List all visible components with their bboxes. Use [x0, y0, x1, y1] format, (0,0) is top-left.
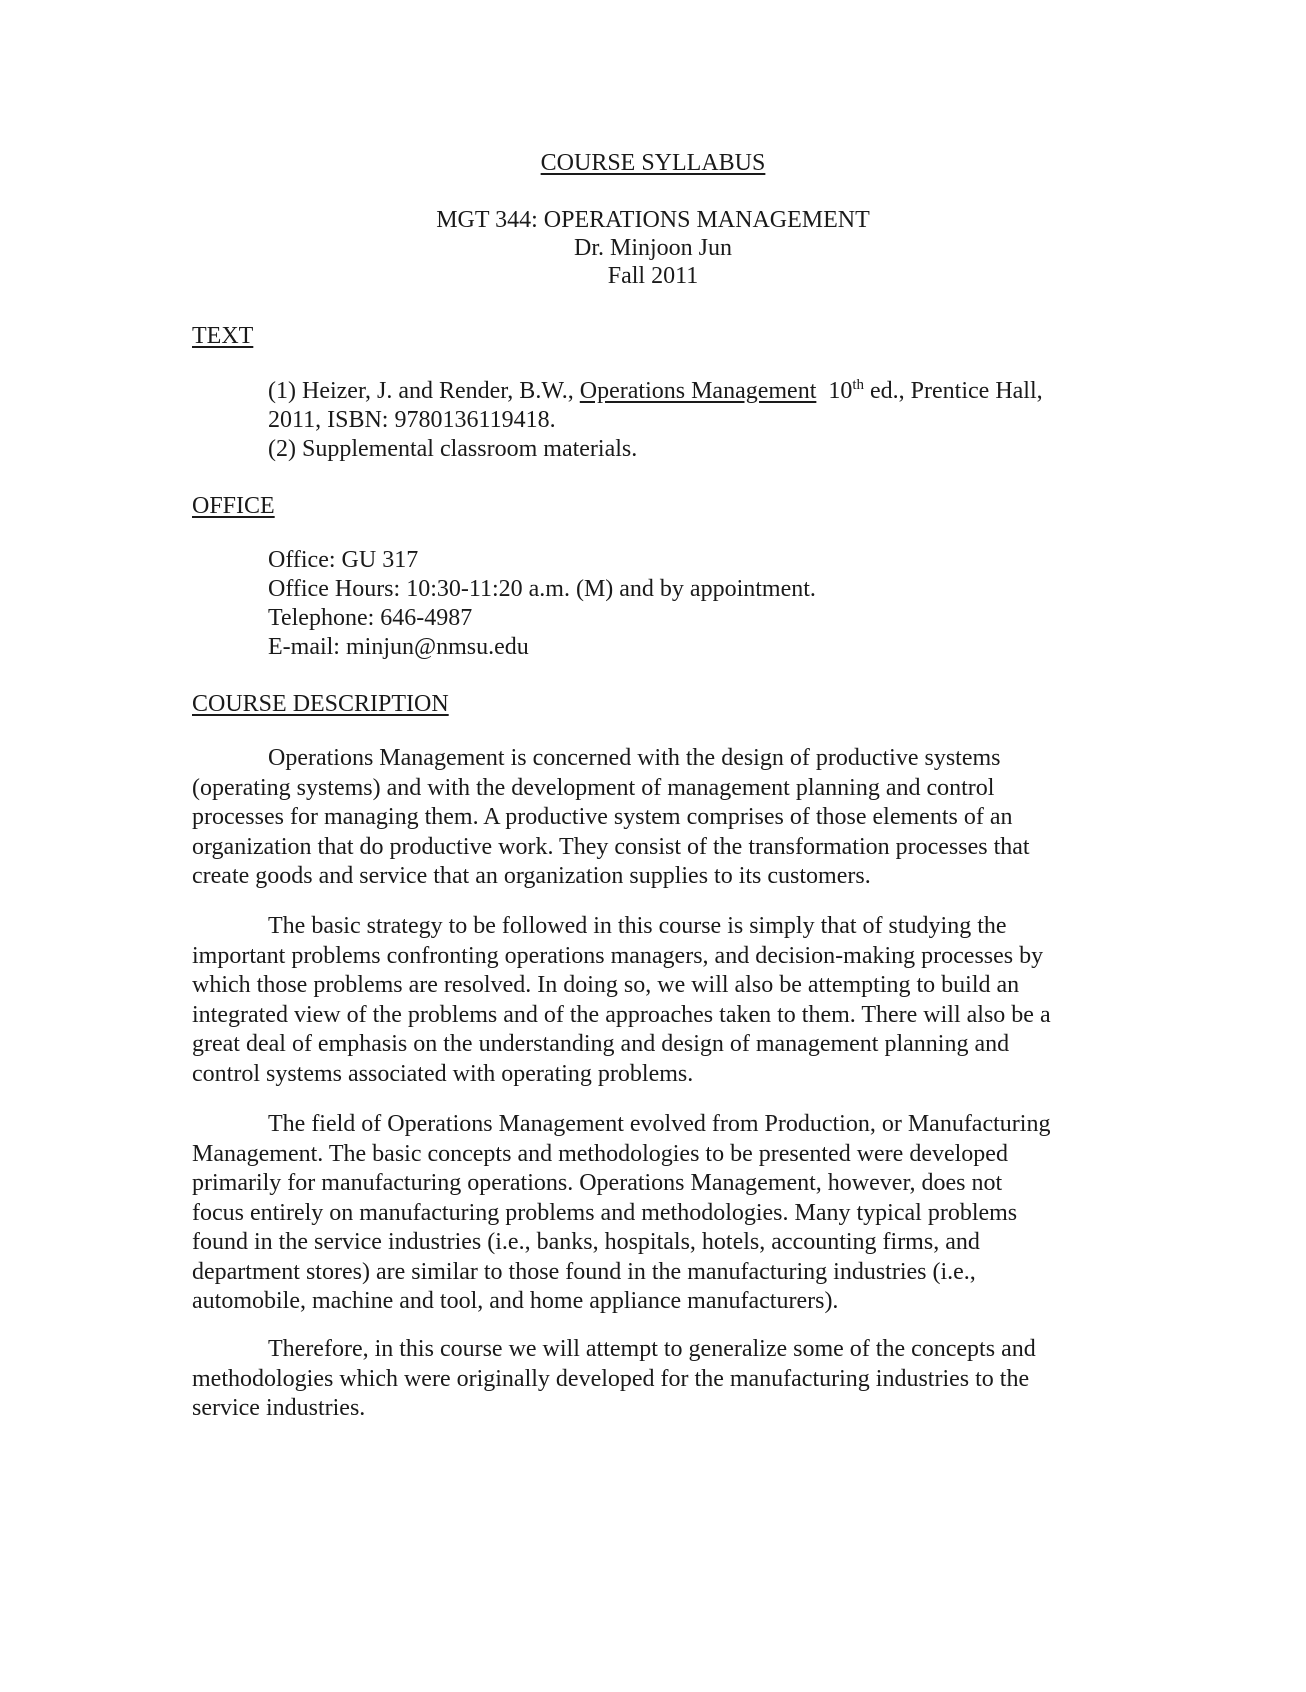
paragraph-line: methodologies which were originally developed for the manufacturing industries to the: [192, 1365, 1030, 1392]
description-paragraph-4: [192, 1335, 1122, 1424]
paragraph-line: Management. The basic concepts and methodologies to be presented were developed: [192, 1140, 1008, 1167]
office-heading: OFFICE: [192, 493, 275, 519]
paragraph-line: create goods and service that an organization supplies to its customers.: [192, 863, 871, 889]
textbook-publisher: ed., Prentice Hall,: [864, 378, 1043, 404]
paragraph-line: processes for managing them. A productive system comprises of those elements of an: [192, 804, 1013, 830]
office-email: E-mail: minjun@nmsu.edu: [268, 634, 529, 660]
office-hours: Office Hours: 10:30-11:20 a.m. (M) and by appointment.: [268, 576, 816, 602]
paragraph-line: important problems confronting operations managers, and decision-making processes by: [192, 942, 1044, 969]
paragraph-line: found in the service industries (i.e., banks, hospitals, hotels, accounting firms, and: [192, 1229, 980, 1255]
instructor-name: Dr. Minjoon Jun: [573, 235, 732, 261]
text-heading: TEXT: [192, 323, 254, 349]
description-paragraph-3: [192, 1110, 1122, 1317]
textbook-item-1: [268, 377, 1043, 406]
paragraph-line: organization that do productive work. They consist of the transformation processes that: [192, 833, 1030, 860]
course-description-heading: COURSE DESCRIPTION: [192, 691, 449, 717]
paragraph-line: focus entirely on manufacturing problems and methodologies. Many typical problems: [192, 1199, 1018, 1226]
paragraph-line: automobile, machine and tool, and home appliance manufacturers).: [192, 1288, 839, 1314]
description-paragraph-1: [192, 744, 1122, 892]
paragraph-line: Therefore, in this course we will attempt to generalize some of the concepts and: [268, 1336, 1036, 1362]
paragraph-line: control systems associated with operating problems.: [192, 1060, 694, 1087]
paragraph-line: integrated view of the problems and of the approaches taken to them. There will also be a: [192, 1001, 1051, 1028]
paragraph-line: primarily for manufacturing operations. Operations Management, however, does not: [192, 1170, 1003, 1196]
paragraph-line: service industries.: [192, 1395, 366, 1421]
paragraph-line: which those problems are resolved. In doing so, we will also be attempting to build an: [192, 972, 1020, 998]
textbook-item-1-line-2: 2011, ISBN: 9780136119418.: [268, 407, 556, 433]
textbook-title: Operations Management: [579, 378, 817, 404]
paragraph-line: (operating systems) and with the development of management planning and control: [192, 774, 995, 801]
paragraph-line: Operations Management is concerned with the design of productive systems: [268, 745, 1001, 771]
textbook-item-2: (2) Supplemental classroom materials.: [268, 436, 638, 462]
paragraph-line: department stores) are similar to those found in the manufacturing industries (i.e.,: [192, 1258, 976, 1285]
term: Fall 2011: [607, 263, 699, 289]
paragraph-line: The field of Operations Management evolved from Production, or Manufacturing: [268, 1111, 1051, 1137]
paragraph-line: great deal of emphasis on the understanding and design of management planning and: [192, 1031, 1010, 1057]
description-paragraph-2: [192, 912, 1122, 1089]
textbook-edition: 10: [828, 378, 853, 404]
course-title: MGT 344: OPERATIONS MANAGEMENT: [436, 207, 870, 233]
document-title: COURSE SYLLABUS: [540, 150, 766, 176]
paragraph-line: The basic strategy to be followed in this course is simply that of studying the: [268, 913, 1007, 939]
textbook-item-1-prefix: (1) Heizer, J. and Render, B.W.,: [268, 378, 580, 404]
office-telephone: Telephone: 646-4987: [268, 605, 473, 631]
office-location: Office: GU 317: [268, 547, 419, 573]
textbook-edition-suffix: th: [852, 377, 865, 393]
